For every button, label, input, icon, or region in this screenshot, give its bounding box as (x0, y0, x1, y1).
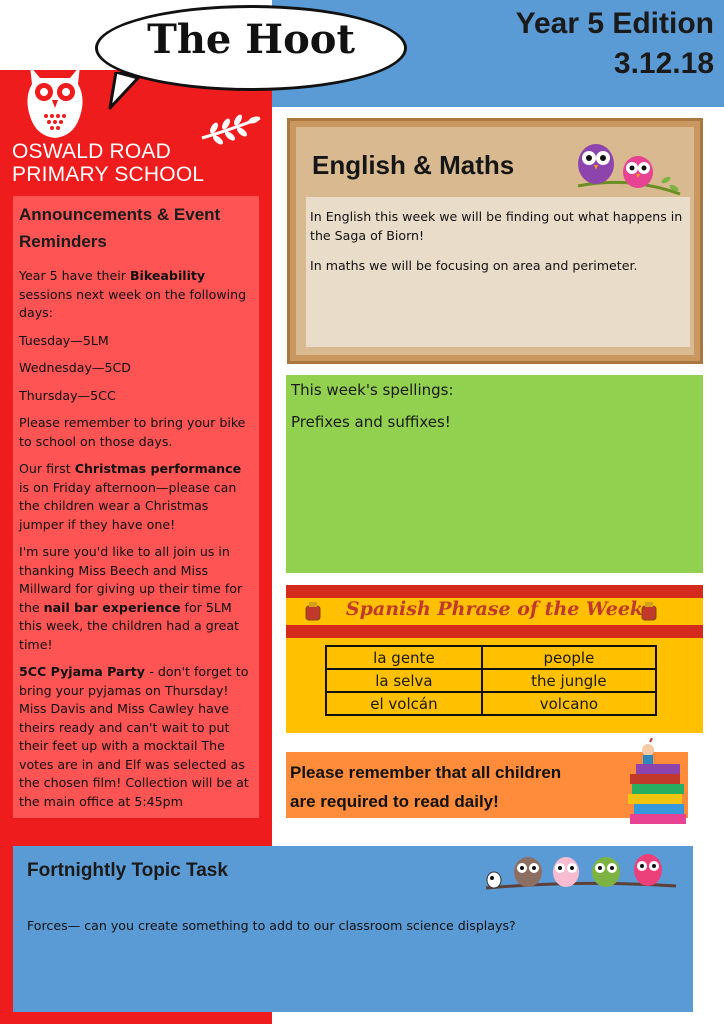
bike-reminder: Please remember to bring your bike to school on those days. (19, 415, 246, 449)
english-translation: volcano (482, 692, 656, 715)
day-tuesday: Tuesday—5LM (19, 332, 109, 348)
topic-task-title: Fortnightly Topic Task (27, 860, 228, 881)
announcements-panel (13, 196, 259, 818)
topic-task-text: Forces— can you create something to add to our classroom science displays? (27, 918, 516, 933)
table-row (326, 692, 656, 715)
school-name-line2: PRIMARY SCHOOL (12, 163, 205, 186)
announcements-title: Announcements & Event Reminders (19, 205, 221, 251)
spanish-phrase: la selva (326, 669, 482, 692)
edition-block (516, 4, 714, 84)
table-row (326, 646, 656, 669)
english-translation: the jungle (482, 669, 656, 692)
spanish-flag-stripe-top (286, 585, 703, 598)
spanish-flag-stripe-bottom (286, 625, 703, 638)
english-maths-title: English & Maths (312, 150, 515, 180)
spellings-body: Prefixes and suffixes! (291, 413, 451, 431)
owls-on-branch-icon (570, 136, 684, 202)
bikeability-paragraph: Year 5 have their Bikeability sessions next week on the following days: (19, 268, 247, 320)
table-row (326, 669, 656, 692)
laurel-branch-icon (200, 108, 262, 148)
spanish-phrase: la gente (326, 646, 482, 669)
english-maths-text (310, 207, 685, 286)
school-name-line1: OSWALD ROAD (12, 140, 171, 163)
english-paragraph: In English this week we will be finding out what happens in the Saga of Biorn! (310, 209, 683, 243)
school-owl-logo-icon (20, 62, 90, 142)
nail-bar-paragraph: I'm sure you'd like to all join us in thanking Miss Beech and Miss Millward for giving up their time for the nail bar experience for 5LM this week, the children had a great time! (19, 544, 243, 652)
school-name (12, 140, 204, 186)
spanish-title: Spanish Phrase of the Week (345, 598, 644, 620)
reading-line2: are required to read daily! (290, 792, 499, 811)
spellings-panel (286, 375, 703, 573)
owls-on-branch-icon (484, 852, 678, 894)
pyjama-party-paragraph: 5CC Pyjama Party - don't forget to bring your pyjamas on Thursday! Miss Davis and Miss Cawley have theirs ready and can't wait to put their feet up with a mocktail The votes are in and Elf was selected as the chosen film! Collection will be at the main office at 5:45pm (19, 664, 249, 809)
spellings-title: This week's spellings: (291, 381, 454, 399)
day-wednesday: Wednesday—5CD (19, 360, 132, 375)
newsletter-title: The Hoot (147, 16, 355, 63)
book-stack-icon (626, 738, 688, 830)
maths-paragraph: In maths we will be focusing on area and perimeter. (310, 258, 638, 273)
english-translation: people (482, 646, 656, 669)
day-thursday: Thursday—5CC (19, 387, 116, 403)
spanish-phrase: el volcán (326, 692, 482, 715)
reading-line1: Please remember that all children (290, 763, 562, 782)
edition-label: Year 5 Edition (515, 7, 714, 40)
christmas-paragraph: Our first Christmas performance is on Friday afternoon—please can the children wear a Christmas jumper if they have one! (19, 461, 242, 532)
phrase-table (325, 645, 657, 716)
edition-date: 3.12.18 (613, 47, 714, 80)
